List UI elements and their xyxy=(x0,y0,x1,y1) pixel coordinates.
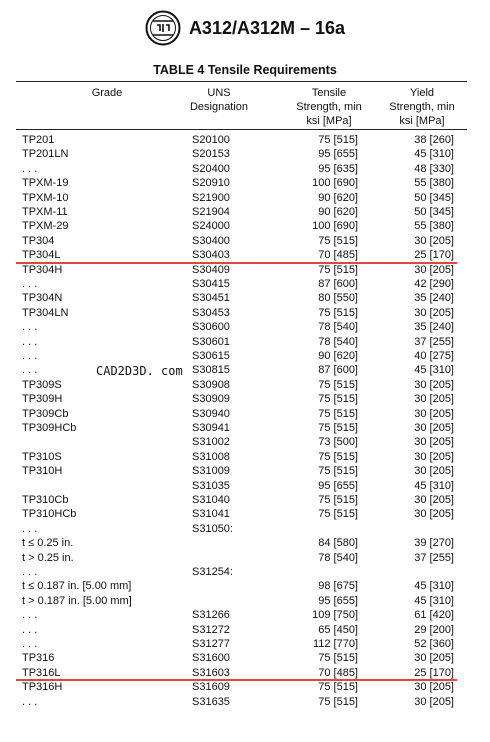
table-row xyxy=(0,263,490,277)
uns-cell: S31009 xyxy=(192,465,230,478)
grade-cell: . . . xyxy=(22,566,38,578)
tensile-cell: 75 [515] xyxy=(318,393,358,406)
tensile-cell: 87 [600] xyxy=(318,364,358,377)
table-row xyxy=(0,335,490,349)
table-row xyxy=(0,464,490,478)
document-header xyxy=(0,10,490,46)
yield-cell: 30 [205] xyxy=(414,450,454,463)
tensile-cell: 75 [515] xyxy=(318,234,358,247)
yield-cell: 29 [200] xyxy=(414,623,454,636)
uns-cell: S31600 xyxy=(192,652,230,665)
yield-cell: 55 [380] xyxy=(414,177,454,190)
yield-cell: 35 [240] xyxy=(414,292,454,305)
table-row xyxy=(0,623,490,637)
tensile-cell: 95 [655] xyxy=(318,148,358,161)
table-row xyxy=(0,551,490,565)
yield-cell: 50 [345] xyxy=(414,206,454,218)
grade-cell: . . . xyxy=(22,162,38,175)
tensile-cell: 75 [515] xyxy=(318,695,358,708)
uns-cell: S24000 xyxy=(192,220,230,233)
uns-cell: S31254: xyxy=(192,566,233,578)
uns-cell: S30451 xyxy=(192,292,230,305)
table-row xyxy=(0,407,490,421)
uns-cell: S30940 xyxy=(192,407,230,420)
tensile-cell: 75 [515] xyxy=(318,508,358,521)
tensile-cell: 75 [515] xyxy=(318,450,358,463)
uns-cell: S30601 xyxy=(192,335,230,348)
highlight-underline xyxy=(16,262,457,264)
tensile-cell: 90 [620] xyxy=(318,350,358,362)
tensile-cell: 112 [770] xyxy=(312,638,358,650)
grade-cell: TP201LN xyxy=(22,148,69,161)
yield-cell: 52 [360] xyxy=(414,638,454,650)
highlight-underline xyxy=(16,679,457,681)
tensile-cell: 98 [675] xyxy=(318,580,358,593)
yield-cell: 45 [310] xyxy=(414,479,454,492)
table-row xyxy=(0,162,490,176)
yield-cell: 48 [330] xyxy=(414,162,454,175)
table-row xyxy=(0,637,490,651)
grade-cell: TP310H xyxy=(22,465,63,478)
column-header-yield: Yield Strength, min ksi [MPa] xyxy=(389,87,455,127)
yield-cell: 30 [205] xyxy=(414,306,454,319)
yield-cell: 30 [205] xyxy=(414,378,454,391)
table-row xyxy=(0,680,490,694)
table-row xyxy=(0,651,490,665)
tensile-cell: 87 [600] xyxy=(318,278,358,290)
tensile-cell: 75 [515] xyxy=(318,263,358,276)
grade-cell: TP309Cb xyxy=(22,407,69,420)
yield-cell: 50 [345] xyxy=(414,191,454,204)
yield-cell: 37 [255] xyxy=(414,551,454,564)
table-row xyxy=(0,666,490,680)
grade-cell: . . . xyxy=(22,278,38,290)
uns-cell: S30400 xyxy=(192,234,230,247)
uns-cell: S30403 xyxy=(192,249,230,262)
table-row xyxy=(0,392,490,406)
tensile-cell: 80 [550] xyxy=(318,292,358,305)
tensile-cell: 90 [620] xyxy=(318,191,358,204)
table-row xyxy=(0,522,490,536)
tensile-cell: 78 [540] xyxy=(318,551,358,564)
uns-cell: S31008 xyxy=(192,450,230,463)
tensile-cell: 75 [515] xyxy=(318,407,358,420)
yield-cell: 30 [205] xyxy=(414,681,454,694)
table-row xyxy=(0,363,490,377)
uns-cell: S30415 xyxy=(192,278,230,290)
uns-cell: S30815 xyxy=(192,364,230,377)
grade-cell: t > 0.25 in. xyxy=(22,551,74,564)
grade-cell: TP304H xyxy=(22,263,63,276)
yield-cell: 25 [170] xyxy=(414,249,454,262)
table-row xyxy=(0,695,490,709)
grade-cell: TP309H xyxy=(22,393,63,406)
uns-cell: S30908 xyxy=(192,378,230,391)
tensile-cell: 65 [450] xyxy=(318,623,358,636)
grade-cell: t > 0.187 in. [5.00 mm] xyxy=(22,594,132,607)
grade-cell: . . . xyxy=(22,321,38,334)
table-row xyxy=(0,219,490,233)
tensile-cell: 78 [540] xyxy=(318,321,358,334)
yield-cell: 30 [205] xyxy=(414,393,454,406)
tensile-cell: 70 [485] xyxy=(318,666,358,679)
yield-cell: 30 [205] xyxy=(414,422,454,434)
table-row xyxy=(0,421,490,435)
grade-cell: t ≤ 0.187 in. [5.00 mm] xyxy=(22,580,132,593)
grade-cell: TP316L xyxy=(22,666,61,679)
table-row xyxy=(0,147,490,161)
uns-cell: S31277 xyxy=(192,638,230,650)
uns-cell: S20910 xyxy=(192,177,230,190)
table-row xyxy=(0,507,490,521)
grade-cell: . . . xyxy=(22,350,38,362)
tensile-cell: 100 [690] xyxy=(312,220,358,233)
uns-cell: S21900 xyxy=(192,191,230,204)
tensile-cell: 84 [580] xyxy=(318,537,358,550)
table-row xyxy=(0,306,490,320)
table-row xyxy=(0,435,490,449)
uns-cell: S31050: xyxy=(192,522,233,535)
uns-cell: S20100 xyxy=(192,134,230,146)
uns-cell: S31040 xyxy=(192,494,230,506)
table-row xyxy=(0,450,490,464)
yield-cell: 42 [290] xyxy=(414,278,454,290)
tensile-cell: 75 [515] xyxy=(318,422,358,434)
table-row xyxy=(0,536,490,550)
table-row xyxy=(0,191,490,205)
yield-cell: 37 [255] xyxy=(414,335,454,348)
yield-cell: 45 [310] xyxy=(414,364,454,377)
grade-cell: TP310S xyxy=(22,450,62,463)
grade-cell: . . . xyxy=(22,623,38,636)
uns-cell: S20400 xyxy=(192,162,230,175)
tensile-cell: 75 [515] xyxy=(318,465,358,478)
uns-cell: S31266 xyxy=(192,609,230,622)
yield-cell: 40 [275] xyxy=(414,350,454,362)
yield-cell: 30 [205] xyxy=(414,263,454,276)
yield-cell: 30 [205] xyxy=(414,465,454,478)
uns-cell: S31635 xyxy=(192,695,230,708)
grade-cell: t ≤ 0.25 in. xyxy=(22,537,74,550)
grade-cell: TP304N xyxy=(22,292,63,305)
table-top-rule xyxy=(16,81,467,82)
table-row xyxy=(0,133,490,147)
table-row xyxy=(0,594,490,608)
grade-cell: . . . xyxy=(22,364,38,377)
grade-cell: TP304L xyxy=(22,249,61,262)
yield-cell: 25 [170] xyxy=(414,666,454,679)
table-row xyxy=(0,291,490,305)
uns-cell: S31609 xyxy=(192,681,230,694)
grade-cell: . . . xyxy=(22,695,38,708)
uns-cell: S30615 xyxy=(192,350,230,362)
yield-cell: 39 [270] xyxy=(414,537,454,550)
uns-cell: S30409 xyxy=(192,263,230,276)
grade-cell: . . . xyxy=(22,335,38,348)
grade-cell: TP310HCb xyxy=(22,508,77,521)
uns-cell: S30600 xyxy=(192,321,230,334)
grade-cell: TP304LN xyxy=(22,306,69,319)
table-row xyxy=(0,378,490,392)
grade-cell: TP304 xyxy=(22,234,55,247)
uns-cell: S31272 xyxy=(192,623,230,636)
grade-cell: TP316 xyxy=(22,652,55,665)
tensile-cell: 109 [750] xyxy=(312,609,358,622)
tensile-cell: 70 [485] xyxy=(318,249,358,262)
yield-cell: 35 [240] xyxy=(414,321,454,334)
table-header-rule xyxy=(16,129,467,130)
grade-cell: TPXM-19 xyxy=(22,177,69,190)
astm-logo-icon xyxy=(145,10,181,46)
uns-cell: S21904 xyxy=(192,206,230,218)
uns-cell: S30453 xyxy=(192,306,230,319)
column-header-uns: UNS Designation xyxy=(189,87,249,113)
yield-cell: 55 [380] xyxy=(414,220,454,233)
grade-cell: TP310Cb xyxy=(22,494,69,506)
yield-cell: 45 [310] xyxy=(414,148,454,161)
tensile-cell: 100 [690] xyxy=(312,177,358,190)
table-row xyxy=(0,234,490,248)
tensile-cell: 75 [515] xyxy=(318,681,358,694)
grade-cell: TP309HCb xyxy=(22,422,77,434)
tensile-cell: 75 [515] xyxy=(318,134,358,146)
table-row xyxy=(0,479,490,493)
tensile-cell: 95 [655] xyxy=(318,479,358,492)
uns-cell: S30941 xyxy=(192,422,230,434)
column-header-grade: Grade xyxy=(91,87,123,99)
grade-cell: . . . xyxy=(22,638,38,650)
yield-cell: 30 [205] xyxy=(414,407,454,420)
yield-cell: 30 [205] xyxy=(414,695,454,708)
uns-cell: S20153 xyxy=(192,148,230,161)
tensile-cell: 90 [620] xyxy=(318,206,358,218)
table-row xyxy=(0,579,490,593)
table-row xyxy=(0,493,490,507)
yield-cell: 45 [310] xyxy=(414,580,454,593)
grade-cell: . . . xyxy=(22,522,38,535)
yield-cell: 30 [205] xyxy=(414,652,454,665)
tensile-cell: 95 [635] xyxy=(318,162,358,175)
document-title: A312/A312M – 16a xyxy=(188,17,346,38)
column-header-tensile: Tensile Strength, min ksi [MPa] xyxy=(296,87,362,127)
table-row xyxy=(0,205,490,219)
grade-cell: TP201 xyxy=(22,134,55,146)
uns-cell: S31603 xyxy=(192,666,230,679)
grade-cell: TP316H xyxy=(22,681,63,694)
grade-cell: TP309S xyxy=(22,378,62,391)
table-row xyxy=(0,608,490,622)
tensile-cell: 75 [515] xyxy=(318,494,358,506)
tensile-cell: 78 [540] xyxy=(318,335,358,348)
grade-cell: TPXM-10 xyxy=(22,191,69,204)
grade-cell: . . . xyxy=(22,609,38,622)
watermark-text: CAD2D3D. com xyxy=(96,364,183,378)
tensile-cell: 73 [500] xyxy=(318,436,358,449)
uns-cell: S31002 xyxy=(192,436,230,449)
uns-cell: S31035 xyxy=(192,479,230,492)
tensile-cell: 75 [515] xyxy=(318,652,358,665)
table-row xyxy=(0,248,490,262)
table-row xyxy=(0,277,490,291)
uns-cell: S31041 xyxy=(192,508,230,521)
grade-cell: TPXM-29 xyxy=(22,220,69,233)
table-row xyxy=(0,320,490,334)
yield-cell: 30 [205] xyxy=(414,508,454,521)
yield-cell: 30 [205] xyxy=(414,494,454,506)
grade-cell: TPXM-11 xyxy=(22,206,68,218)
table-row xyxy=(0,349,490,363)
table-title: TABLE 4 Tensile Requirements xyxy=(153,63,337,77)
tensile-cell: 75 [515] xyxy=(318,306,358,319)
table-row xyxy=(0,565,490,579)
tensile-cell: 95 [655] xyxy=(318,594,358,607)
table-row xyxy=(0,176,490,190)
yield-cell: 38 [260] xyxy=(414,134,454,146)
yield-cell: 45 [310] xyxy=(414,594,454,607)
yield-cell: 30 [205] xyxy=(414,234,454,247)
yield-cell: 61 [420] xyxy=(414,609,454,622)
uns-cell: S30909 xyxy=(192,393,230,406)
yield-cell: 30 [205] xyxy=(414,436,454,449)
tensile-cell: 75 [515] xyxy=(318,378,358,391)
